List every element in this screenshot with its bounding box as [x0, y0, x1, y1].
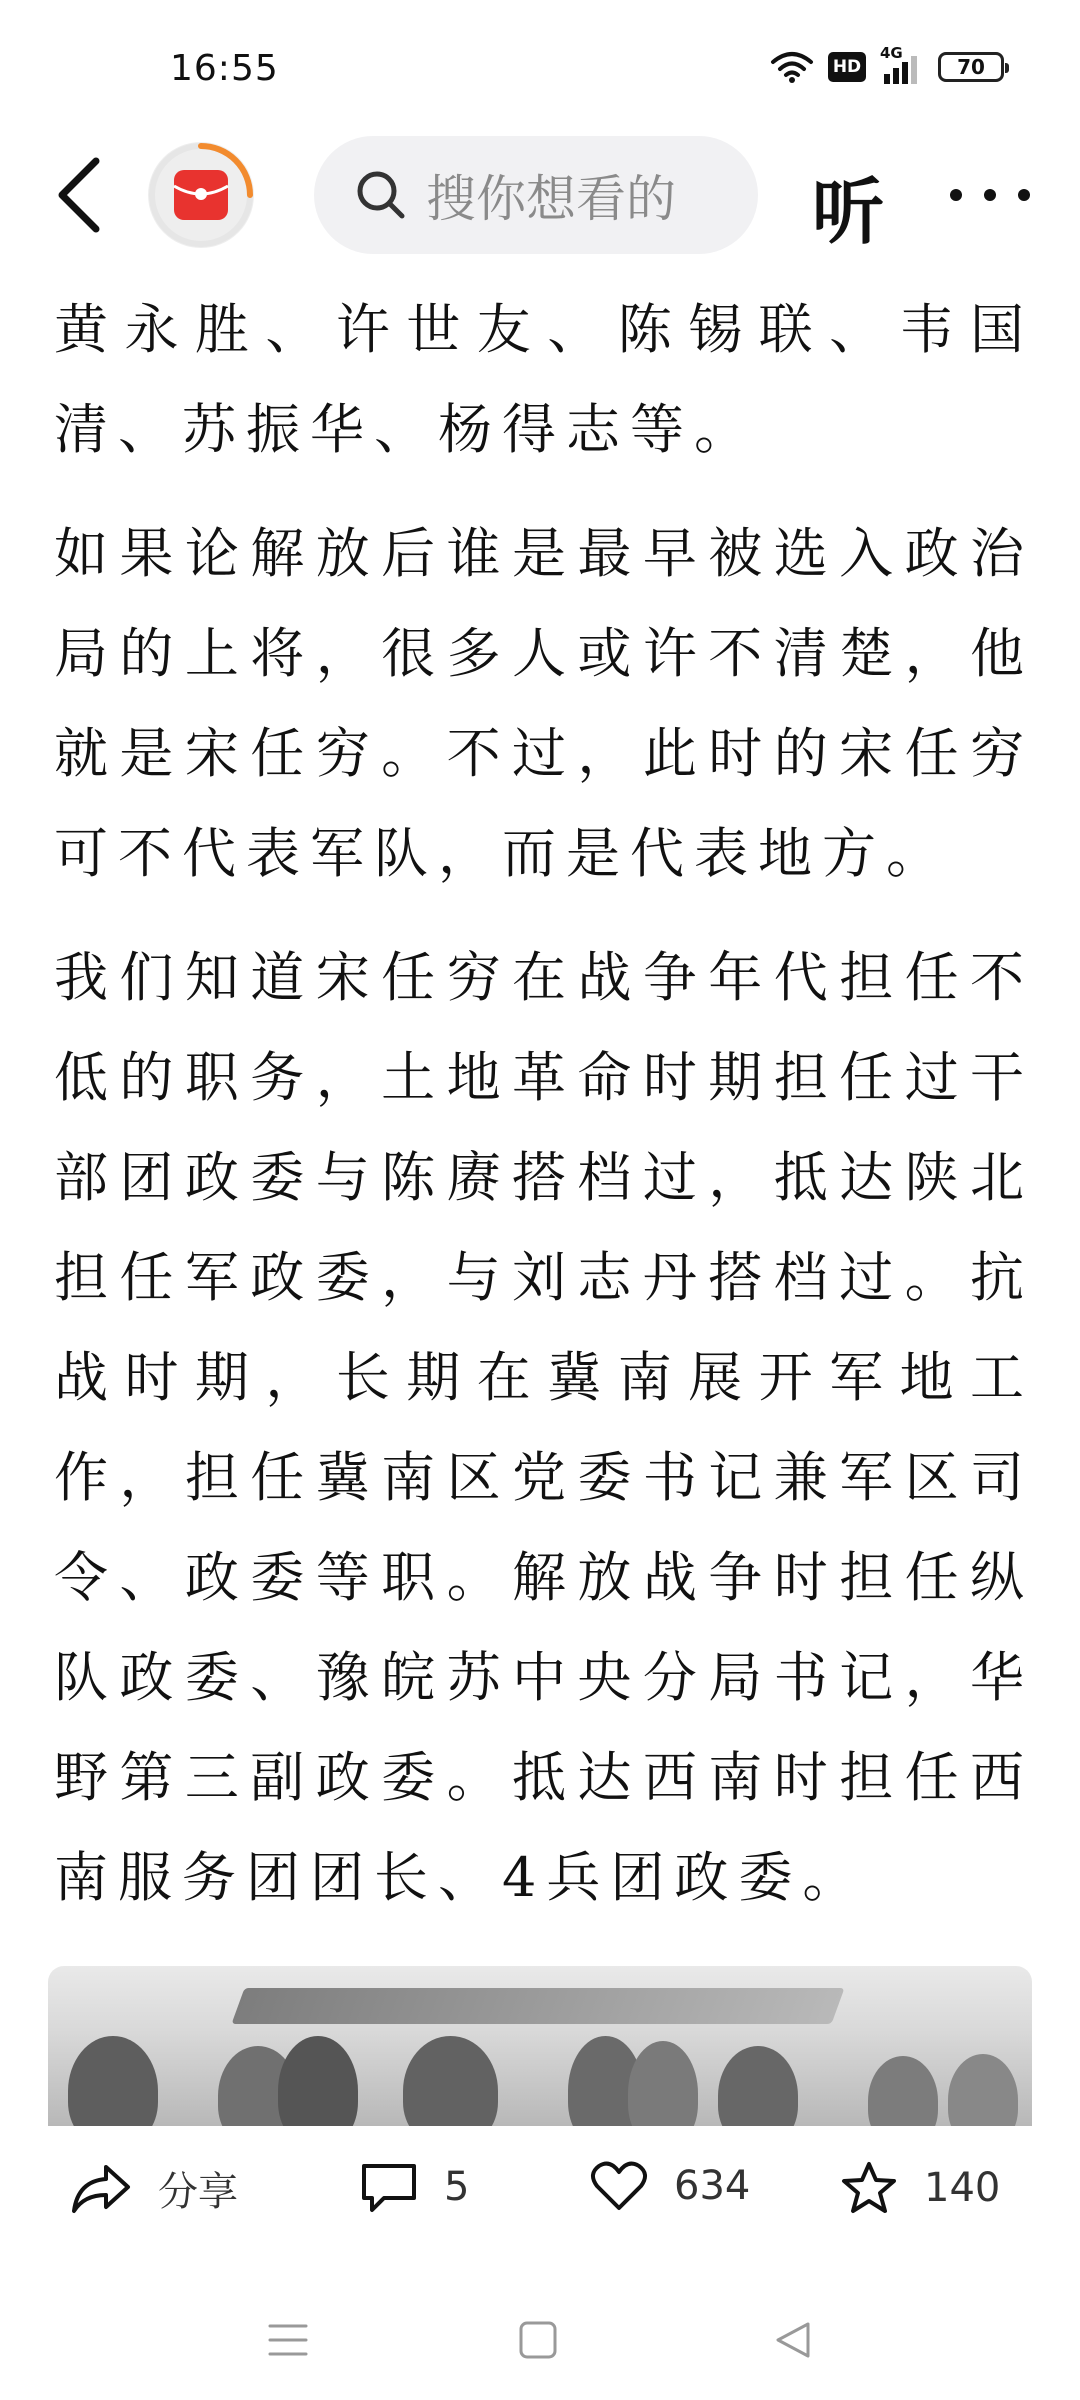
back-button[interactable] — [44, 150, 114, 240]
back-triangle-icon[interactable] — [772, 2320, 812, 2360]
photo-person — [868, 2056, 938, 2126]
article-photo[interactable] — [48, 1966, 1032, 2126]
signal-icon — [880, 44, 924, 84]
menu-icon[interactable] — [268, 2320, 308, 2360]
photo-person — [68, 2036, 158, 2126]
photo-person — [718, 2046, 798, 2126]
search-placeholder: 搜你想看的 — [426, 170, 676, 228]
favorite-count: 140 — [924, 2165, 1001, 2211]
photo-plane-wing — [231, 1988, 844, 2024]
battery-icon — [938, 52, 1004, 82]
status-time: 16:55 — [170, 48, 279, 89]
more-options-button[interactable] — [950, 160, 1030, 230]
battery-level: 70 — [957, 55, 985, 79]
share-icon — [70, 2161, 132, 2217]
like-count: 634 — [674, 2163, 751, 2209]
star-icon — [840, 2160, 898, 2216]
article-paragraph: 我们知道宋任穷在战争年代担任不低的职务，土地革命时期担任过干部团政委与陈赓搭档过，抵达陕北担任军政委，与刘志丹搭档过。抗战时期，长期在冀南展开军地工作，担任冀南区党委书记兼军区司令、政委等职。解放战争时担任纵队政委、豫皖苏中央分局书记，华野第三副政委。抵达西南时担任西南服务团团长、4兵团政委。 — [54, 946, 1034, 1909]
more-dot-icon — [950, 189, 962, 201]
article-paragraph: 黄永胜、许世友、陈锡联、韦国清、苏振华、杨得志等。 — [54, 298, 1034, 461]
logo-progress-ring — [148, 142, 254, 248]
photo-person — [403, 2036, 498, 2126]
heart-icon — [590, 2160, 648, 2212]
more-dot-icon — [984, 189, 996, 201]
like-button[interactable] — [590, 2160, 750, 2212]
share-label: 分享 — [158, 2169, 238, 2215]
favorite-button[interactable] — [840, 2160, 1000, 2216]
search-icon — [354, 168, 408, 222]
system-nav-bar — [0, 2290, 1080, 2400]
listen-button[interactable]: 听 — [812, 170, 885, 254]
more-dot-icon — [1018, 189, 1030, 201]
comment-icon — [360, 2160, 418, 2214]
share-button[interactable] — [70, 2160, 238, 2217]
photo-person — [628, 2041, 698, 2126]
article-body — [54, 280, 1034, 1952]
top-nav — [0, 130, 1080, 260]
photo-person — [948, 2054, 1018, 2126]
photo-person — [278, 2036, 358, 2126]
article-paragraph: 如果论解放后谁是最早被选入政治局的上将，很多人或许不清楚，他就是宋任穷。不过，此时的宋任穷可不代表军队，而是代表地方。 — [54, 522, 1034, 885]
hd-icon — [828, 52, 866, 82]
search-input[interactable] — [314, 136, 758, 254]
wifi-icon — [770, 50, 814, 84]
comment-count: 5 — [444, 2164, 470, 2210]
back-arrow-icon — [54, 155, 104, 235]
hd-label: HD — [832, 57, 862, 77]
status-icons — [770, 44, 1004, 84]
network-label: 4G — [880, 44, 903, 62]
status-bar — [0, 0, 1080, 120]
home-icon[interactable] — [518, 2320, 558, 2360]
app-logo[interactable] — [148, 142, 254, 248]
action-bar — [0, 2126, 1080, 2276]
comment-button[interactable] — [360, 2160, 469, 2214]
